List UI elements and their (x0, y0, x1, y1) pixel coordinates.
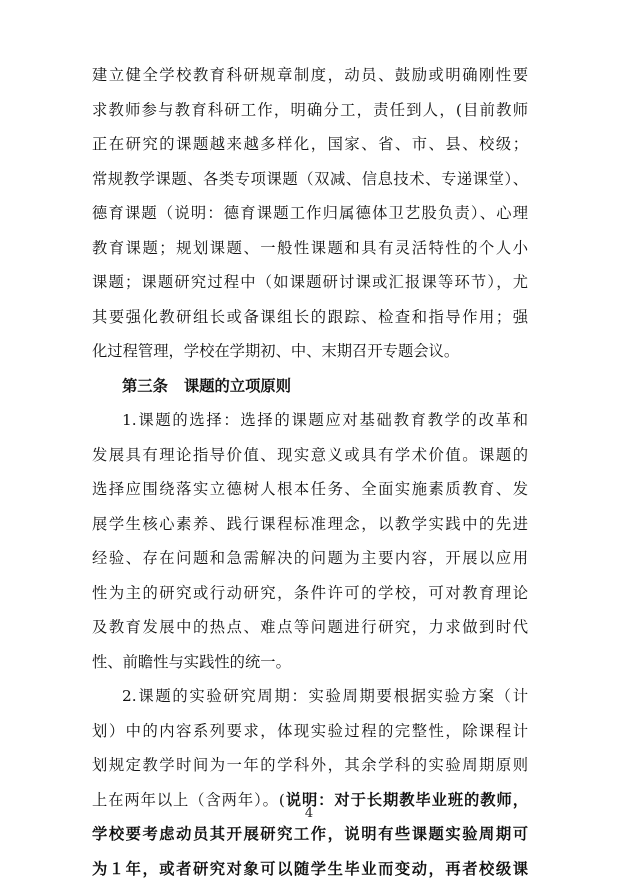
text-line: 及教育发展中的热点、难点等问题进行研究，力求做到时代 (92, 610, 528, 645)
heading-article: 第三条 (122, 377, 168, 395)
text-line: 课题；课题研究过程中（如课题研讨课或汇报课等环节），尤 (92, 265, 528, 300)
text-line: 性、前瞻性与实践性的统一。 (92, 645, 528, 680)
text-line: 性为主的研究或行动研究，条件许可的学校，可对教育理论 (92, 576, 528, 611)
document-body (92, 58, 528, 886)
text-line: 化过程管理，学校在学期初、中、末期召开专题会议。 (92, 334, 528, 369)
text-line: 常规教学课题、各类专项课题（双减、信息技术、专递课堂）、 (92, 162, 528, 197)
text-line: 1.课题的选择：选择的课题应对基础教育教学的改革和 (92, 403, 528, 438)
text-line: 发展具有理论指导价值、现实意义或具有学术价值。课题的 (92, 438, 528, 473)
text-line: 教育课题；规划课题、一般性课题和具有灵活特性的个人小 (92, 231, 528, 266)
text-line: 正在研究的课题越来越多样化，国家、省、市、县、校级； (92, 127, 528, 162)
heading-title: 课题的立项原则 (184, 377, 291, 395)
bold-text-line: 学校要考虑动员其开展研究工作，说明有些课题实验周期可 (92, 817, 528, 852)
text-line: 建立健全学校教育科研规章制度，动员、鼓励或明确刚性要 (92, 58, 528, 93)
normal-text: 上在两年以上（含两年）。( (92, 791, 285, 809)
text-line: 划）中的内容系列要求，体现实验过程的完整性，除课程计 (92, 714, 528, 749)
text-line: 2.课题的实验研究周期：实验周期要根据实验方案（计 (92, 679, 528, 714)
text-line: 划规定教学时间为一年的学科外，其余学科的实验周期原则 (92, 748, 528, 783)
text-line: 选择应围绕落实立德树人根本任务、全面实施素质教育、发 (92, 472, 528, 507)
text-line: 求教师参与教育科研工作，明确分工，责任到人，(目前教师 (92, 93, 528, 128)
section-heading (92, 369, 528, 404)
page-number: 4 (0, 806, 618, 821)
bold-text: 说明：对于长期教毕业班的教师， (285, 791, 528, 809)
text-line: 德育课题（说明：德育课题工作归属德体卫艺股负责）、心理 (92, 196, 528, 231)
text-line: 展学生核心素养、践行课程标准理念，以教学实践中的先进 (92, 507, 528, 542)
bold-text-line: 为１年，或者研究对象可以随学生毕业而变动，再者校级课 (92, 852, 528, 886)
text-line: 其要强化教研组长或备课组长的跟踪、检查和指导作用；强 (92, 300, 528, 335)
text-line: 经验、存在问题和急需解决的问题为主要内容，开展以应用 (92, 541, 528, 576)
